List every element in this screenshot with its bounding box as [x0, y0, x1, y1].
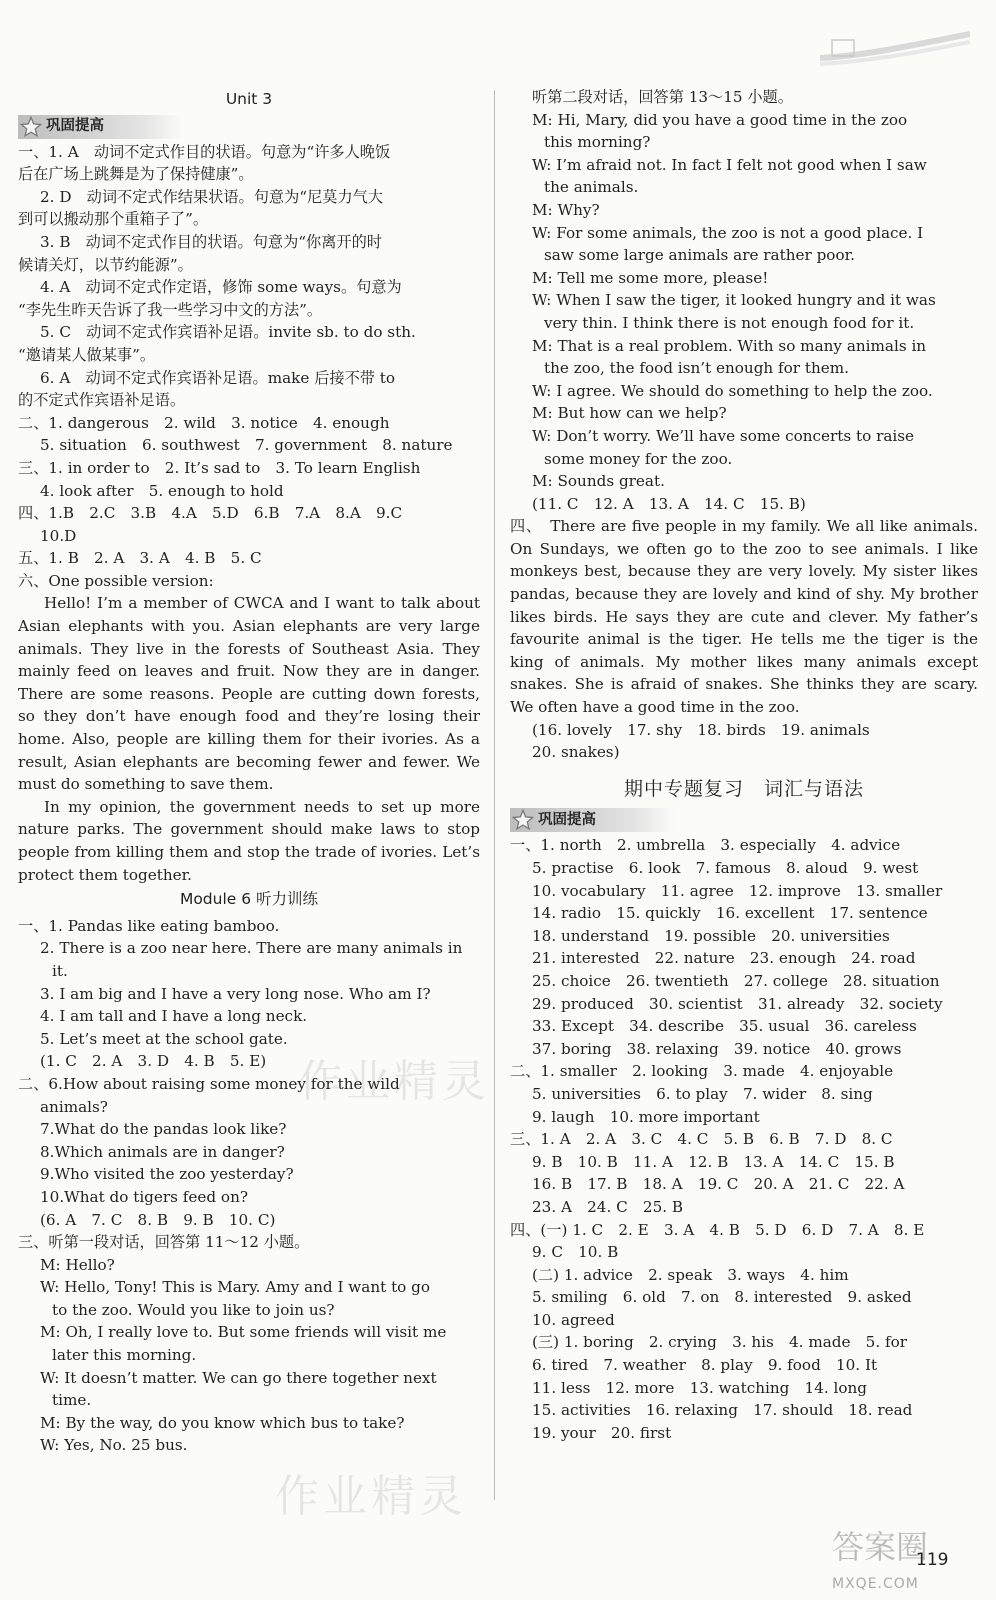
answer-line: 三、听第一段对话，回答第 11～12 小题。 — [18, 1233, 310, 1252]
answer-line: 二、1. dangerous 2. wild 3. notice 4. enough — [18, 413, 390, 432]
answer-line: W: Don’t worry. We’ll have some concerts to raise — [532, 426, 915, 445]
answer-line: 10. agreed — [532, 1310, 615, 1329]
answer-line: 37. boring 38. relaxing 39. notice 40. grows — [532, 1039, 902, 1058]
logo-symbol: 答案圈 — [832, 1528, 929, 1566]
watermark: 作业精灵 — [275, 1471, 467, 1522]
essay-paragraph: Hello! I’m a member of CWCA and I want to talk about Asian elephants with you. Asian elephants are very large animals. They live in the forests of Southeast Asia. They mainly feed on leaves and fruit. Now they are in danger. There are some reasons. People are cutting down forests, so they don’t have enough food and they’re losing their home. Also, people are killing them for their ivories. As a result, Asian elephants are becoming fewer and fewer. We must do something to save them. — [18, 594, 480, 794]
answer-line: 10.D — [40, 526, 77, 545]
answer-line: 后在广场上跳舞是为了保持健康”。 — [18, 165, 254, 184]
answer-line: 四、1.B 2.C 3.B 4.A 5.D 6.B 7.A 8.A 9.C — [18, 504, 403, 523]
answer-line: 2. There is a zoo near here. There are many animals in — [40, 939, 463, 958]
answer-line: 一、1. north 2. umbrella 3. especially 4. advice — [510, 836, 901, 855]
answer-line: 的不定式作宾语补足语。 — [18, 391, 186, 410]
answer-line: 21. interested 22. nature 23. enough 24. road — [532, 949, 916, 968]
answer-line: 候请关灯，以节约能源”。 — [18, 255, 193, 274]
answer-line: later this morning. — [52, 1346, 197, 1365]
answer-line: 六、One possible version: — [18, 571, 214, 590]
answer-line: 25. choice 26. twentieth 27. college 28. situation — [532, 971, 940, 990]
star-icon — [20, 116, 42, 138]
answer-line: animals? — [40, 1097, 108, 1116]
header-decoration — [820, 28, 970, 68]
answer-line: 三、1. A 2. A 3. C 4. C 5. B 6. B 7. D 8. C — [510, 1130, 893, 1149]
answer-line: 9.Who visited the zoo yesterday? — [40, 1165, 294, 1184]
answer-line: W: For some animals, the zoo is not a good place. I — [532, 223, 924, 242]
left-column — [18, 86, 480, 1457]
answer-line: 一、1. A 动词不定式作目的状语。句意为“许多人晚饭 — [18, 142, 391, 161]
answer-line: W: I agree. We should do something to help the zoo. — [532, 381, 933, 400]
answer-line: (三) 1. boring 2. crying 3. his 4. made 5. for — [532, 1333, 908, 1352]
answer-line: 11. less 12. more 13. watching 14. long — [532, 1378, 868, 1397]
answer-line: 19. your 20. first — [532, 1423, 672, 1442]
answer-line: saw some large animals are rather poor. — [544, 246, 856, 265]
answer-line: 5. C 动词不定式作宾语补足语。invite sb. to do sth. — [40, 323, 416, 342]
answer-line: some money for the zoo. — [544, 449, 733, 468]
answer-line: 9. B 10. B 11. A 12. B 13. A 14. C 15. B — [532, 1152, 895, 1171]
answer-line: 9. C 10. B — [532, 1243, 619, 1262]
section-title: 期中专题复习 词汇与语法 — [623, 777, 864, 800]
answer-line: 8.Which animals are in danger? — [40, 1142, 285, 1161]
section-banner — [18, 115, 183, 139]
section-title: Unit 3 — [225, 90, 273, 108]
answer-line: (11. C 12. A 13. A 14. C 15. B) — [532, 494, 806, 513]
passage-paragraph: 四、 There are five people in my family. We all like animals. On Sundays, we often go to the zoo to see animals. I like monkeys best, because they are very lovely. My sister likes pandas, because they are lovely and kind of shy. My brother likes birds. He says they are cute and clever. My father’s favourite animal is the tiger. He tells me the tiger is the king of animals. My mother likes many animals except snakes. She is afraid of snakes. She thinks they are scary. We often have a good time in the zoo. — [510, 517, 978, 717]
answer-line: (6. A 7. C 8. B 9. B 10. C) — [40, 1210, 276, 1229]
answer-line: 20. snakes) — [532, 743, 620, 762]
answer-line: 5. Let’s meet at the school gate. — [40, 1029, 288, 1048]
answer-line: 三、1. in order to 2. It’s sad to 3. To learn English — [18, 458, 421, 477]
answer-line: 3. B 动词不定式作目的状语。句意为“你离开的时 — [40, 232, 382, 251]
answer-line: M: Hello? — [40, 1255, 115, 1274]
answer-line: 33. Except 34. describe 35. usual 36. careless — [532, 1017, 917, 1036]
answer-line: time. — [52, 1391, 92, 1410]
star-icon — [512, 809, 534, 831]
answer-line: (16. lovely 17. shy 18. birds 19. animals — [532, 720, 870, 739]
answer-line: W: I’m afraid not. In fact I felt not good when I saw — [532, 155, 927, 174]
answer-line: 6. tired 7. weather 8. play 9. food 10. It — [532, 1356, 878, 1375]
banner-label: 巩固提高 — [46, 118, 104, 135]
answer-line: to the zoo. Would you like to join us? — [52, 1300, 335, 1319]
answer-line: “邀请某人做某事”。 — [18, 345, 156, 364]
answer-line: 16. B 17. B 18. A 19. C 20. A 21. C 22. A — [532, 1175, 905, 1194]
answer-line: this morning? — [544, 133, 651, 152]
answer-line: “李先生昨天告诉了我一些学习中文的方法”。 — [18, 300, 323, 319]
essay-paragraph: In my opinion, the government needs to set up more nature parks. The government should make laws to stop people from killing them and stop the trade of ivories. Let’s protect them together. — [18, 797, 480, 884]
answer-line: (1. C 2. A 3. D 4. B 5. E) — [40, 1052, 267, 1071]
page-number: 119 — [916, 1550, 949, 1570]
answer-line: 23. A 24. C 25. B — [532, 1197, 684, 1216]
answer-line: W: It doesn’t matter. We can go there together next — [40, 1368, 437, 1387]
answer-line: 10.What do tigers feed on? — [40, 1187, 248, 1206]
answer-line: the animals. — [544, 178, 639, 197]
answer-line: M: Why? — [532, 200, 600, 219]
answer-line: 二、1. smaller 2. looking 3. made 4. enjoyable — [510, 1062, 894, 1081]
section-banner — [510, 808, 675, 832]
answer-line: very thin. I think there is not enough food for it. — [544, 313, 915, 332]
answer-line: 3. I am big and I have a very long nose. Who am I? — [40, 984, 431, 1003]
answer-line: (二) 1. advice 2. speak 3. ways 4. him — [532, 1265, 849, 1284]
answer-line: 五、1. B 2. A 3. A 4. B 5. C — [18, 549, 262, 568]
answer-line: M: That is a real problem. With so many animals in — [532, 336, 927, 355]
answer-line: 5. smiling 6. old 7. on 8. interested 9. asked — [532, 1288, 912, 1307]
answer-line: 4. A 动词不定式作定语，修饰 some ways。句意为 — [40, 278, 402, 297]
answer-line: M: Oh, I really love to. But some friends will visit me — [40, 1323, 447, 1342]
column-divider — [494, 90, 495, 1500]
answer-line: M: But how can we help? — [532, 404, 727, 423]
answer-line: 听第二段对话，回答第 13～15 小题。 — [532, 88, 793, 106]
answer-line: 6. A 动词不定式作宾语补足语。make 后接不带 to — [40, 368, 396, 387]
answer-line: 到可以搬动那个重箱子了”。 — [18, 210, 209, 229]
answer-line: 14. radio 15. quickly 16. excellent 17. sentence — [532, 904, 928, 923]
answer-line: 5. practise 6. look 7. famous 8. aloud 9. west — [532, 859, 919, 877]
answer-line: 二、6.How about raising some money for the wild — [18, 1074, 400, 1093]
answer-line: W: Hello, Tony! This is Mary. Amy and I want to go — [40, 1278, 431, 1297]
right-column — [510, 86, 978, 1444]
logo-url: MXQE.COM — [832, 1576, 919, 1592]
answer-line: 18. understand 19. possible 20. universities — [532, 926, 890, 945]
answer-line: M: Hi, Mary, did you have a good time in the zoo — [532, 110, 908, 129]
answer-line: 4. I am tall and I have a long neck. — [40, 1007, 308, 1026]
answer-line: 10. vocabulary 11. agree 12. improve 13. smaller — [532, 881, 943, 900]
answer-line: 5. situation 6. southwest 7. government 8. nature — [40, 436, 453, 455]
answer-line: it. — [52, 961, 68, 980]
answer-line: W: Yes, No. 25 bus. — [40, 1436, 188, 1455]
answer-line: W: When I saw the tiger, it looked hungry and it was — [532, 291, 936, 310]
section-title: Module 6 听力训练 — [179, 890, 319, 909]
answer-line: 7.What do the pandas look like? — [40, 1120, 287, 1139]
answer-line: M: Tell me some more, please! — [532, 268, 769, 287]
answer-line: 4. look after 5. enough to hold — [40, 481, 284, 500]
answer-line: 29. produced 30. scientist 31. already 32. society — [532, 994, 943, 1013]
answer-line: the zoo, the food isn’t enough for them. — [544, 359, 849, 378]
banner-label: 巩固提高 — [538, 812, 596, 829]
watermark: 作业精灵 — [298, 1056, 490, 1107]
answer-line: 9. laugh 10. more important — [532, 1107, 760, 1126]
answer-line: 一、1. Pandas like eating bamboo. — [18, 916, 280, 935]
answer-line: 2. D 动词不定式作结果状语。句意为“尼莫力气大 — [40, 187, 384, 206]
answer-line: 5. universities 6. to play 7. wider 8. sing — [532, 1084, 873, 1103]
answer-line: M: By the way, do you know which bus to take? — [40, 1413, 405, 1432]
answer-line: M: Sounds great. — [532, 472, 665, 491]
answer-line: 15. activities 16. relaxing 17. should 18. read — [532, 1401, 913, 1420]
answer-line: 四、(一) 1. C 2. E 3. A 4. B 5. D 6. D 7. A 8. E — [510, 1220, 925, 1239]
